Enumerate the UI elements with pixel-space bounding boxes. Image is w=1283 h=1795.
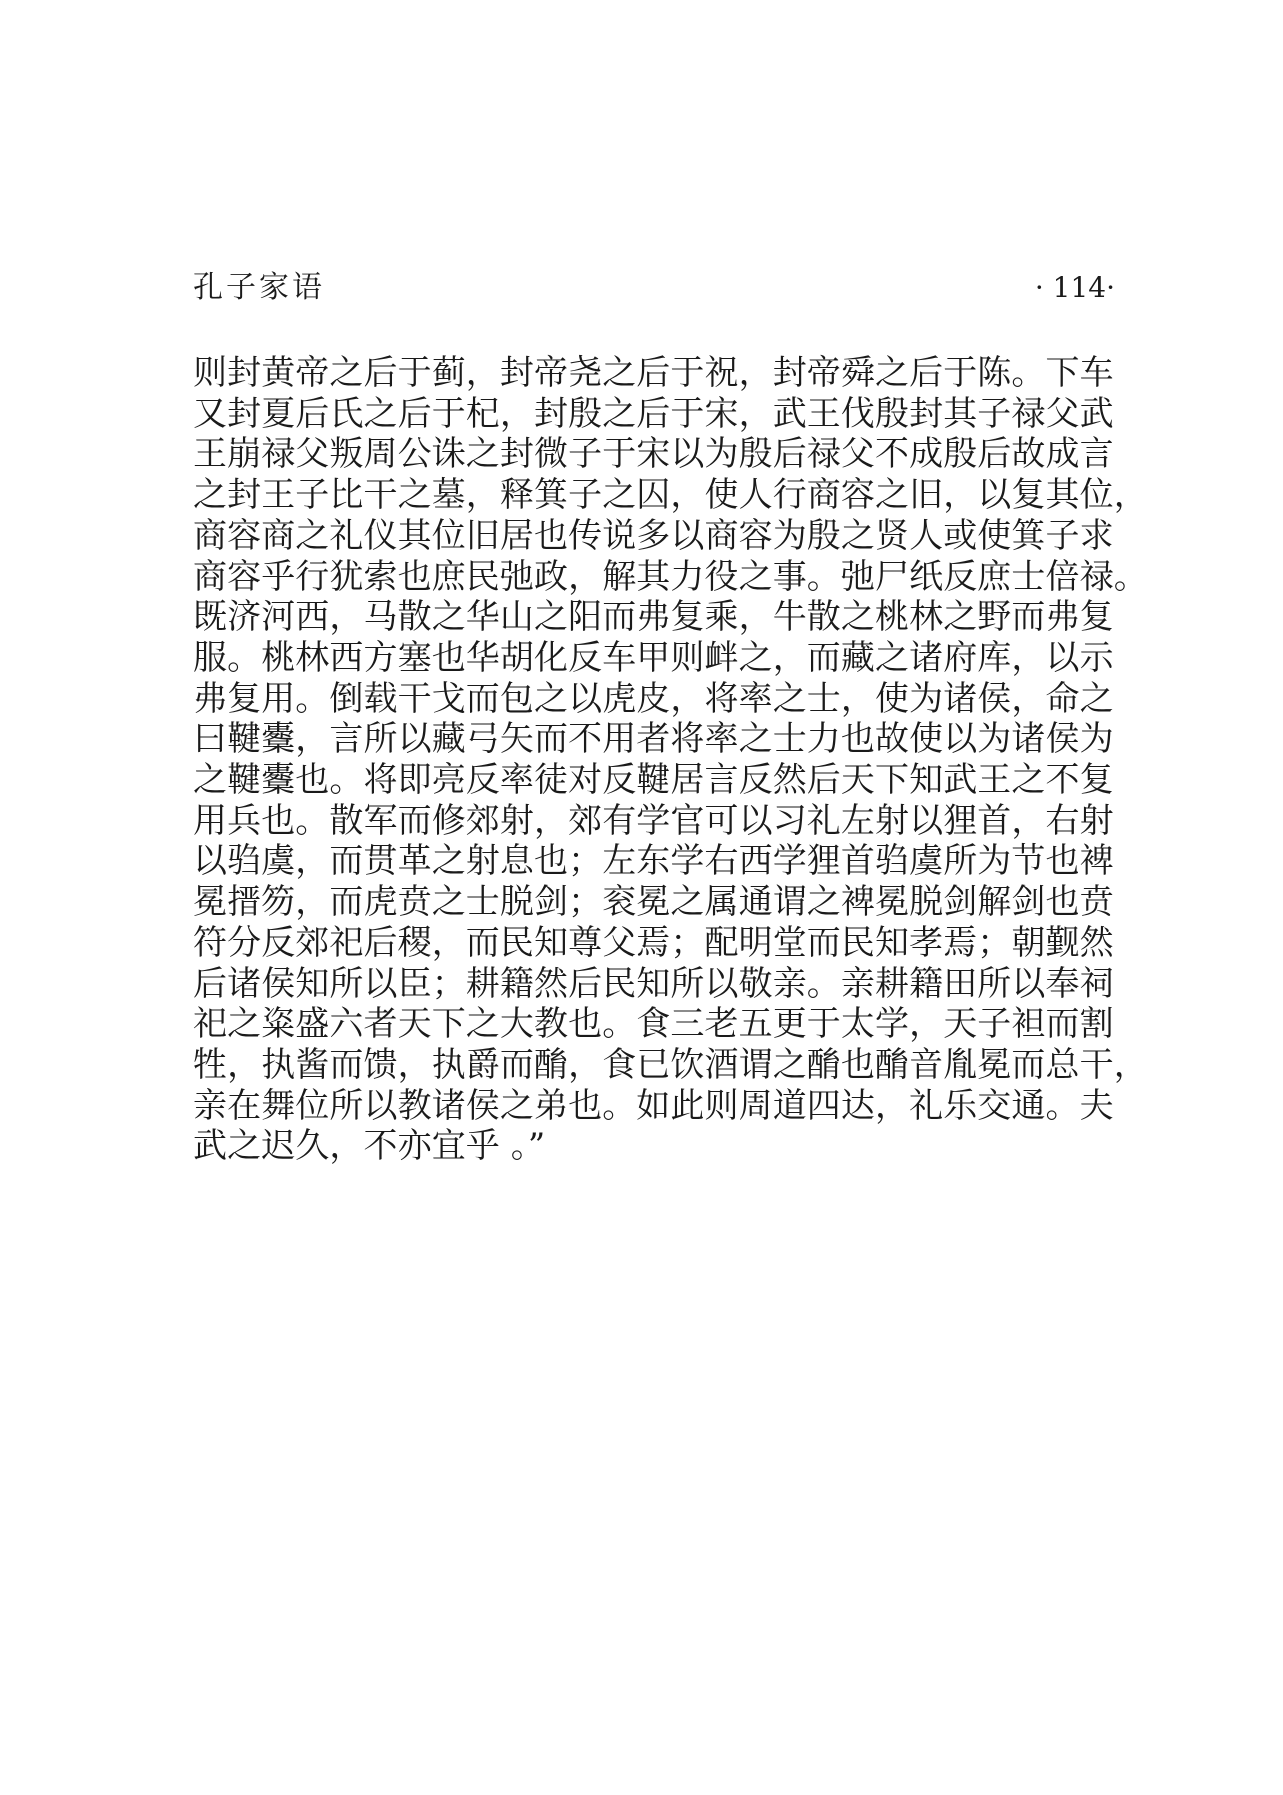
text-line: 亲在舞位所以教诸侯之弟也。如此则周道四达，礼乐交通。夫 bbox=[193, 1085, 1114, 1126]
text-line: 以驺虞，而贯革之射息也；左东学右西学狸首驺虞所为节也裨 bbox=[193, 841, 1114, 882]
text-line: 武之迟久，不亦宜乎 。” bbox=[193, 1126, 546, 1167]
text-line: 既济河西，马散之华山之阳而弗复乘，牛散之桃林之野而弗复 bbox=[193, 597, 1114, 638]
text-line: 冕搢笏，而虎贲之士脱剑；衮冕之属通谓之裨冕脱剑解剑也贲 bbox=[193, 882, 1114, 923]
page-header bbox=[193, 268, 1115, 308]
book-title: 孔子家语 bbox=[193, 270, 325, 305]
text-line: 用兵也。散军而修郊射，郊有学官可以习礼左射以狸首，右射 bbox=[193, 800, 1114, 841]
text-line: 商容商之礼仪其位旧居也传说多以商容为殷之贤人或使箕子求 bbox=[193, 515, 1114, 556]
text-line: 服。桃林西方塞也华胡化反车甲则衅之，而藏之诸府库，以示 bbox=[193, 637, 1114, 678]
text-line: 牲，执酱而馈，执爵而酳，食已饮酒谓之酳也酳音胤冕而总干， bbox=[193, 1044, 1148, 1085]
text-line: 则封黄帝之后于蓟，封帝尧之后于祝，封帝舜之后于陈。下车 bbox=[193, 353, 1114, 393]
text-line: 曰鞬櫜，言所以藏弓矢而不用者将率之士力也故使以为诸侯为 bbox=[193, 719, 1114, 760]
text-line: 祀之粢盛六者天下之大教也。食三老五更于太学，天子袒而割 bbox=[193, 1004, 1114, 1045]
text-line: 又封夏后氏之后于杞，封殷之后于宋，武王伐殷封其子禄父武 bbox=[193, 393, 1114, 434]
text-line: 符分反郊祀后稷，而民知尊父焉；配明堂而民知孝焉；朝觐然 bbox=[193, 922, 1114, 963]
text-line: 商容乎行犹索也庶民弛政，解其力役之事。弛尸纸反庶士倍禄。 bbox=[193, 556, 1148, 597]
text-line: 王崩禄父叛周公诛之封微子于宋以为殷后禄父不成殷后故成言 bbox=[193, 434, 1114, 475]
text-line: 之封王子比干之墓，释箕子之囚，使人行商容之旧，以复其位， bbox=[193, 475, 1148, 516]
text-line: 之鞬櫜也。将即亮反率徒对反鞬居言反然后天下知武王之不复 bbox=[193, 760, 1114, 801]
body-text bbox=[193, 353, 1148, 1167]
text-line: 弗复用。倒载干戈而包之以虎皮，将率之士，使为诸侯，命之 bbox=[193, 678, 1114, 719]
page-number: · 114· bbox=[1034, 271, 1115, 304]
text-line: 后诸侯知所以臣；耕籍然后民知所以敬亲。亲耕籍田所以奉祠 bbox=[193, 963, 1114, 1004]
